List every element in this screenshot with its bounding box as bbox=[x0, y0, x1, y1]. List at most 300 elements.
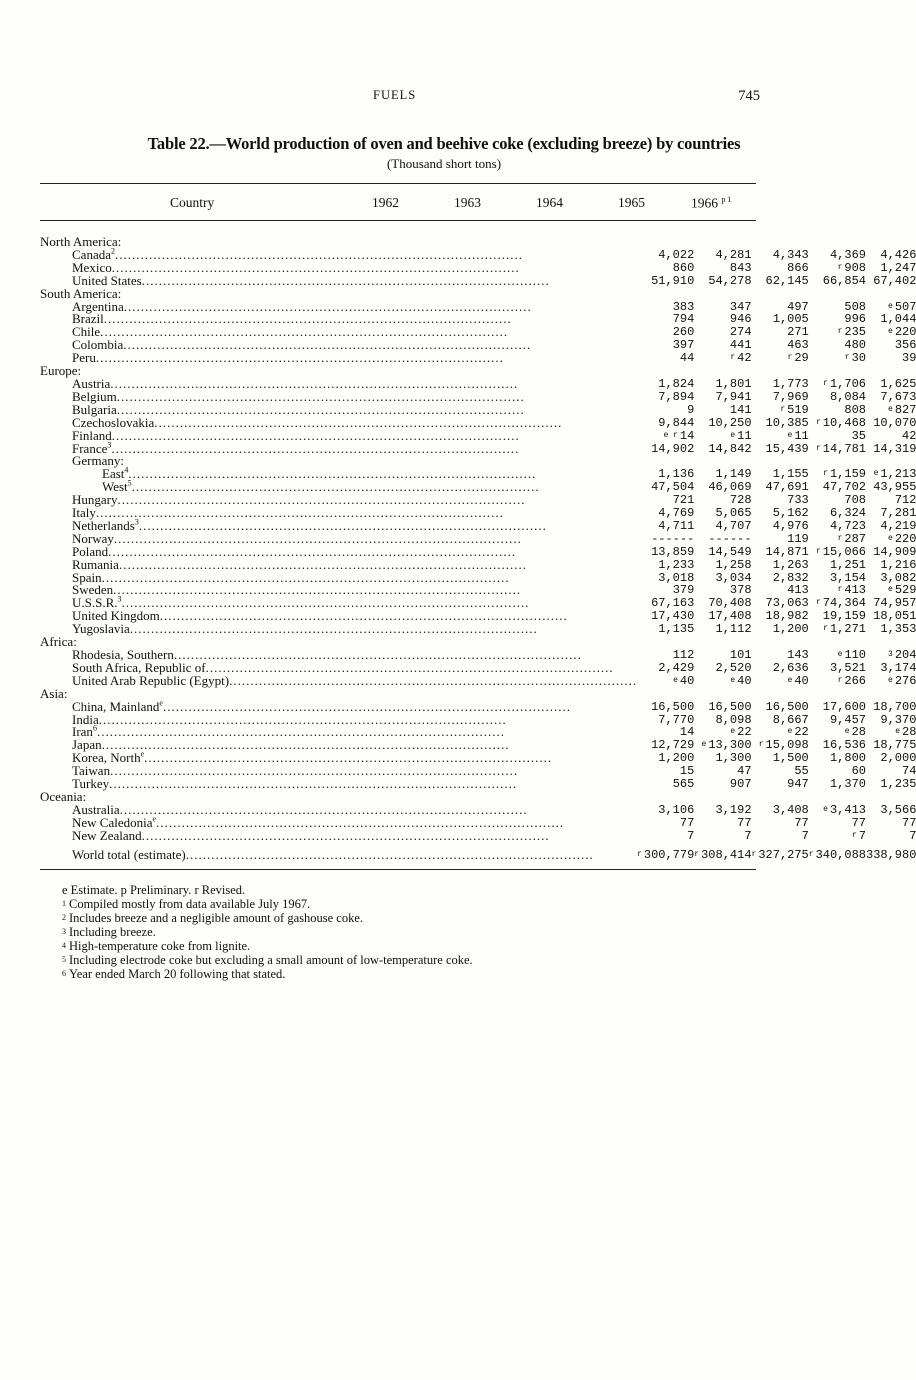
footnote-ref: 6 bbox=[92, 724, 97, 734]
cell-value: 1,149 bbox=[715, 467, 752, 482]
value-marker: r bbox=[844, 353, 850, 363]
cell-value: 112 bbox=[672, 648, 695, 662]
value-cell bbox=[694, 275, 751, 288]
value-marker: r bbox=[815, 546, 821, 556]
value-marker: e bbox=[888, 327, 893, 337]
cell-value: 74,364 bbox=[822, 596, 866, 611]
value-cell bbox=[694, 817, 751, 830]
cell-value: 7,969 bbox=[772, 389, 809, 404]
cell-value: 14,781 bbox=[822, 441, 866, 456]
value-marker: r bbox=[787, 353, 793, 363]
value-cell bbox=[694, 443, 751, 456]
country-name: Yugoslavia bbox=[72, 621, 130, 637]
value-cell bbox=[866, 623, 916, 636]
cell-value: 3,082 bbox=[880, 570, 916, 585]
value-marker: r bbox=[837, 585, 843, 595]
cell-value: 7,894 bbox=[658, 389, 695, 404]
value-marker: r bbox=[758, 740, 764, 750]
value-cell bbox=[752, 675, 809, 688]
header-country: Country bbox=[170, 195, 215, 210]
cell-value: 1,773 bbox=[772, 376, 809, 391]
value-marker: e bbox=[888, 585, 893, 595]
cell-value: 67,402 bbox=[873, 273, 916, 288]
value-marker: r bbox=[815, 443, 821, 453]
cell-value: 946 bbox=[729, 312, 752, 327]
cell-value: 40 bbox=[794, 673, 809, 688]
value-cell bbox=[809, 275, 866, 288]
value-marker: e r bbox=[663, 430, 678, 440]
cell-value: 14,909 bbox=[873, 544, 916, 559]
row-label bbox=[40, 778, 637, 791]
header-year-1966-marks: p 1 bbox=[721, 195, 732, 204]
cell-value: 507 bbox=[894, 299, 916, 314]
cell-value: 1,005 bbox=[772, 312, 809, 327]
value-marker: r bbox=[808, 849, 814, 859]
cell-value: 18,775 bbox=[873, 738, 916, 753]
value-cell bbox=[637, 623, 694, 636]
cell-value: 1,155 bbox=[772, 467, 809, 482]
footnote-ref: 3 bbox=[134, 517, 139, 527]
header-rule bbox=[40, 220, 756, 221]
cell-value: 14,842 bbox=[708, 441, 752, 456]
row-label bbox=[40, 827, 637, 843]
country-name: New Caledonia bbox=[72, 814, 153, 830]
cell-value: 74,957 bbox=[873, 596, 916, 611]
cell-value: 12,729 bbox=[651, 738, 695, 753]
value-cell bbox=[694, 623, 751, 636]
value-cell bbox=[637, 778, 694, 791]
cell-value: 17,408 bbox=[708, 609, 752, 624]
value-marker: e bbox=[888, 404, 893, 414]
cell-value: 10,468 bbox=[822, 415, 866, 430]
cell-value: 1,258 bbox=[715, 557, 752, 572]
cell-value: 14,319 bbox=[873, 441, 916, 456]
table-row bbox=[40, 675, 916, 688]
cell-value: 15 bbox=[679, 764, 695, 779]
value-cell bbox=[809, 817, 866, 830]
footnote bbox=[62, 897, 473, 911]
value-marker: r bbox=[780, 404, 786, 414]
country-name: Argentina bbox=[72, 298, 124, 314]
cell-value: 2,000 bbox=[880, 751, 916, 766]
cell-value: 1,706 bbox=[829, 376, 866, 391]
cell-value: 860 bbox=[672, 260, 695, 275]
country-name: Peru bbox=[72, 350, 96, 366]
cell-value: 4,723 bbox=[829, 518, 866, 533]
cell-value: 62,145 bbox=[765, 273, 809, 288]
country-name: Czechoslovakia bbox=[72, 414, 155, 430]
cell-value: 77 bbox=[902, 815, 916, 830]
cell-value: 16,500 bbox=[765, 699, 809, 714]
footnote-text: Including electrode coke but excluding a small amount of low-temperature coke. bbox=[69, 953, 473, 967]
cell-value: 565 bbox=[672, 777, 695, 792]
cell-value: 47,702 bbox=[822, 480, 866, 495]
value-marker: e bbox=[730, 675, 736, 685]
cell-value: 67,163 bbox=[651, 596, 695, 611]
cell-value: 3,018 bbox=[658, 570, 695, 585]
cell-value: 16,536 bbox=[822, 738, 866, 753]
footnote-text: Year ended March 20 following that stated. bbox=[69, 967, 286, 981]
value-cell bbox=[637, 443, 694, 456]
cell-value: 22 bbox=[737, 725, 752, 740]
cell-value: 14 bbox=[679, 725, 695, 740]
cell-value: 1,216 bbox=[880, 557, 916, 572]
cell-value: 5,162 bbox=[772, 506, 809, 521]
country-name: Africa: bbox=[40, 634, 77, 650]
cell-value: 3,174 bbox=[880, 660, 916, 675]
value-marker: e bbox=[873, 469, 879, 479]
cell-value: 15,439 bbox=[765, 441, 809, 456]
country-name: Oceania: bbox=[40, 788, 87, 804]
top-rule bbox=[40, 183, 756, 184]
cell-value: 44 bbox=[679, 351, 695, 366]
total-row bbox=[40, 843, 916, 863]
cell-value: 29 bbox=[794, 351, 809, 366]
cell-value: 519 bbox=[787, 402, 809, 417]
value-cell bbox=[637, 352, 694, 365]
value-marker: e bbox=[673, 675, 678, 685]
cell-value: 77 bbox=[679, 815, 695, 830]
cell-value: ------ bbox=[651, 531, 695, 546]
footnote bbox=[62, 925, 473, 939]
footnote-ref: 4 bbox=[124, 465, 129, 475]
cell-value: 3,192 bbox=[715, 802, 752, 817]
cell-value: 300,779 bbox=[643, 847, 695, 862]
cell-value: 9,457 bbox=[829, 712, 866, 727]
cell-value: 3,154 bbox=[829, 570, 866, 585]
value-marker: r bbox=[837, 533, 843, 543]
cell-value: 2,520 bbox=[715, 660, 752, 675]
cell-value: 66,854 bbox=[822, 273, 866, 288]
country-name: Colombia bbox=[72, 337, 124, 353]
value-cell bbox=[752, 352, 809, 365]
cell-value: 7 bbox=[744, 828, 752, 843]
country-name: United States bbox=[72, 272, 142, 288]
cell-value: 28 bbox=[902, 725, 916, 740]
country-name: Spain bbox=[72, 569, 102, 585]
header-year-1965: 1965 bbox=[618, 195, 645, 210]
cell-value: 60 bbox=[851, 764, 866, 779]
value-cell bbox=[694, 352, 751, 365]
cell-value: 47,691 bbox=[765, 480, 809, 495]
page-number: 745 bbox=[738, 88, 760, 104]
cell-value: 1,200 bbox=[658, 751, 695, 766]
cell-value: 347 bbox=[729, 299, 752, 314]
cell-value: 13,859 bbox=[651, 544, 695, 559]
value-cell bbox=[752, 830, 809, 843]
cell-value: 14,871 bbox=[765, 544, 809, 559]
cell-value: 1,159 bbox=[829, 467, 866, 482]
row-label bbox=[40, 272, 637, 288]
cell-value: 4,769 bbox=[658, 506, 695, 521]
footnote-ref: 5 bbox=[127, 478, 132, 488]
cell-value: 1,801 bbox=[715, 376, 752, 391]
country-name: France bbox=[72, 440, 108, 456]
cell-value: 356 bbox=[894, 338, 916, 353]
cell-value: 3,413 bbox=[829, 802, 866, 817]
row-label bbox=[40, 440, 637, 456]
value-marker: e bbox=[787, 675, 793, 685]
footnote-text: High-temperature coke from lignite. bbox=[69, 939, 251, 953]
value-marker: r bbox=[837, 262, 843, 272]
country-name: Norway bbox=[72, 530, 114, 546]
value-marker: e bbox=[888, 533, 893, 543]
country-name: Germany: bbox=[72, 453, 124, 469]
value-marker: e bbox=[823, 804, 828, 814]
value-marker: r bbox=[837, 675, 843, 685]
country-name: Asia: bbox=[40, 685, 68, 701]
table-row bbox=[40, 352, 916, 365]
cell-value: 3,106 bbox=[658, 802, 695, 817]
value-cell bbox=[637, 843, 694, 863]
cell-value: 19,159 bbox=[822, 609, 866, 624]
value-marker: 3 bbox=[888, 650, 893, 659]
cell-value: 2,636 bbox=[772, 660, 809, 675]
header-year-1966-text: 1966 bbox=[691, 195, 718, 211]
bottom-rule bbox=[40, 869, 756, 870]
cell-value: 4,281 bbox=[715, 247, 752, 262]
cell-value: 47,504 bbox=[651, 480, 695, 495]
cell-value: 13,300 bbox=[708, 738, 752, 753]
country-name: East bbox=[102, 466, 125, 482]
value-cell bbox=[637, 275, 694, 288]
cell-value: 708 bbox=[844, 493, 866, 508]
value-cell bbox=[637, 675, 694, 688]
footnote-text: Including breeze. bbox=[69, 925, 156, 939]
cell-value: 1,233 bbox=[658, 557, 695, 572]
cell-value: 274 bbox=[729, 325, 752, 340]
cell-value: 17,600 bbox=[822, 699, 866, 714]
cell-value: 119 bbox=[787, 531, 809, 546]
section-title: FUELS bbox=[373, 88, 417, 102]
cell-value: 14 bbox=[679, 428, 695, 443]
cell-value: 413 bbox=[787, 583, 809, 598]
table-row bbox=[40, 830, 916, 843]
cell-value: 3,034 bbox=[715, 570, 752, 585]
country-name: World total (estimate) bbox=[72, 846, 186, 862]
country-name: Europe: bbox=[40, 363, 82, 379]
cell-value: ------ bbox=[708, 531, 752, 546]
value-marker: e bbox=[787, 430, 793, 440]
cell-value: 9,370 bbox=[880, 712, 916, 727]
cell-value: 1,235 bbox=[880, 777, 916, 792]
cell-value: 15,066 bbox=[822, 544, 866, 559]
cell-value: 529 bbox=[894, 583, 916, 598]
country-name: West bbox=[102, 479, 128, 495]
value-marker: r bbox=[823, 469, 828, 479]
country-name: Iran bbox=[72, 724, 93, 740]
value-marker: r bbox=[730, 353, 736, 363]
dot-leader bbox=[142, 830, 550, 843]
cell-value: 827 bbox=[894, 402, 916, 417]
table-subtitle: (Thousand short tons) bbox=[386, 156, 502, 171]
cell-value: 4,022 bbox=[658, 247, 695, 262]
value-cell bbox=[637, 391, 694, 404]
cell-value: 7,941 bbox=[715, 389, 752, 404]
cell-value: 10,250 bbox=[708, 415, 752, 430]
cell-value: 74 bbox=[902, 764, 916, 779]
value-cell bbox=[694, 830, 751, 843]
footnote-mark: 3 bbox=[62, 927, 66, 936]
cell-value: 7,770 bbox=[658, 712, 695, 727]
value-cell bbox=[809, 675, 866, 688]
country-name: United Kingdom bbox=[72, 608, 160, 624]
cell-value: 42 bbox=[737, 351, 752, 366]
cell-value: 327,275 bbox=[758, 847, 809, 862]
cell-value: 1,800 bbox=[829, 751, 866, 766]
value-cell bbox=[809, 352, 866, 365]
cell-value: 235 bbox=[844, 325, 866, 340]
country-name: Korea, North bbox=[72, 750, 141, 766]
cell-value: 10,070 bbox=[873, 415, 916, 430]
cell-value: 7,673 bbox=[880, 389, 916, 404]
cell-value: 9 bbox=[687, 402, 695, 417]
cell-value: 40 bbox=[679, 673, 695, 688]
footnote bbox=[62, 884, 473, 897]
country-name: South America: bbox=[40, 285, 122, 301]
cell-value: 508 bbox=[844, 299, 866, 314]
country-name: South Africa, Republic of bbox=[72, 659, 206, 675]
cell-value: 47 bbox=[737, 764, 752, 779]
cell-value: 141 bbox=[729, 402, 752, 417]
value-cell bbox=[752, 275, 809, 288]
row-label bbox=[40, 843, 637, 863]
cell-value: 30 bbox=[851, 351, 866, 366]
cell-value: 22 bbox=[794, 725, 809, 740]
value-cell bbox=[866, 843, 916, 863]
country-name: Austria bbox=[72, 375, 111, 391]
footnote-ref: 3 bbox=[117, 595, 122, 605]
value-cell bbox=[637, 830, 694, 843]
cell-value: 1,136 bbox=[658, 467, 695, 482]
row-label bbox=[40, 623, 637, 636]
value-cell bbox=[866, 443, 916, 456]
value-cell bbox=[809, 843, 866, 863]
value-marker: r bbox=[837, 327, 843, 337]
header-year-1964: 1964 bbox=[536, 195, 563, 210]
cell-value: 220 bbox=[894, 325, 916, 340]
cell-value: 463 bbox=[787, 338, 809, 353]
value-cell bbox=[694, 843, 751, 863]
cell-value: 480 bbox=[844, 338, 866, 353]
cell-value: 18,700 bbox=[873, 699, 916, 714]
cell-value: 4,426 bbox=[880, 247, 916, 262]
cell-value: 1,370 bbox=[829, 777, 866, 792]
cell-value: 808 bbox=[844, 402, 866, 417]
cell-value: 7 bbox=[909, 828, 916, 843]
table-row bbox=[40, 443, 916, 456]
value-marker: e bbox=[837, 650, 843, 659]
dot-leader bbox=[109, 778, 517, 791]
running-head bbox=[0, 88, 888, 106]
dot-leader bbox=[96, 352, 504, 365]
footnote bbox=[62, 939, 473, 953]
cell-value: 46,069 bbox=[708, 480, 752, 495]
cell-value: 70,408 bbox=[708, 596, 752, 611]
cell-value: 2,832 bbox=[772, 570, 809, 585]
country-name: Finland bbox=[72, 427, 112, 443]
value-cell bbox=[866, 830, 916, 843]
cell-value: 14,549 bbox=[708, 544, 752, 559]
value-marker: e bbox=[701, 740, 707, 750]
dot-leader bbox=[111, 443, 519, 456]
cell-value: 11 bbox=[794, 428, 809, 443]
value-marker: r bbox=[751, 849, 757, 859]
country-name: Japan bbox=[72, 737, 102, 753]
cell-value: 260 bbox=[672, 325, 695, 340]
cell-value: 4,219 bbox=[880, 518, 916, 533]
country-name: Turkey bbox=[72, 776, 110, 792]
cell-value: 6,324 bbox=[829, 506, 866, 521]
value-cell bbox=[809, 623, 866, 636]
cell-value: 4,976 bbox=[772, 518, 809, 533]
cell-value: 77 bbox=[851, 815, 866, 830]
cell-value: 1,200 bbox=[772, 622, 809, 637]
value-cell bbox=[752, 843, 809, 863]
cell-value: 996 bbox=[844, 312, 866, 327]
country-name: North America: bbox=[40, 234, 122, 249]
value-cell bbox=[809, 778, 866, 791]
header-year-1966 bbox=[691, 195, 731, 212]
cell-value: 18,982 bbox=[765, 609, 809, 624]
value-marker: e bbox=[895, 727, 901, 737]
country-name: Belgium bbox=[72, 388, 117, 404]
coke-production-table bbox=[40, 236, 916, 863]
value-marker: r bbox=[823, 624, 828, 634]
cell-value: 340,088 bbox=[815, 847, 866, 862]
footnote-ref: e bbox=[152, 814, 157, 824]
cell-value: 7,281 bbox=[880, 506, 916, 521]
cell-value: 728 bbox=[729, 493, 752, 508]
cell-value: 77 bbox=[794, 815, 809, 830]
cell-value: 77 bbox=[737, 815, 752, 830]
table-body bbox=[40, 236, 916, 863]
footnote-mark: 1 bbox=[62, 899, 66, 908]
value-marker: r bbox=[823, 378, 828, 388]
country-name: China, Mainland bbox=[72, 698, 160, 714]
footnote-text: e Estimate. p Preliminary. r Revised. bbox=[62, 883, 246, 897]
cell-value: 397 bbox=[672, 338, 695, 353]
cell-value: 1,213 bbox=[880, 467, 916, 482]
cell-value: 287 bbox=[844, 531, 866, 546]
cell-value: 1,824 bbox=[658, 376, 695, 391]
cell-value: 712 bbox=[894, 493, 916, 508]
table-row bbox=[40, 623, 916, 636]
value-cell bbox=[752, 623, 809, 636]
cell-value: 40 bbox=[737, 673, 752, 688]
cell-value: 4,369 bbox=[829, 247, 866, 262]
cell-value: 7 bbox=[858, 828, 866, 843]
country-name: U.S.S.R. bbox=[72, 595, 118, 611]
footnote-ref: e bbox=[140, 749, 145, 759]
cell-value: 721 bbox=[672, 493, 695, 508]
value-marker: r bbox=[815, 417, 821, 427]
country-name: Mexico bbox=[72, 259, 112, 275]
dot-leader bbox=[229, 675, 637, 688]
cell-value: 1,251 bbox=[829, 557, 866, 572]
cell-value: 54,278 bbox=[708, 273, 752, 288]
cell-value: 73,063 bbox=[765, 596, 809, 611]
country-name: New Zealand bbox=[72, 827, 142, 843]
value-marker: e bbox=[787, 727, 793, 737]
cell-value: 7 bbox=[687, 828, 695, 843]
cell-value: 4,707 bbox=[715, 518, 752, 533]
cell-value: 908 bbox=[844, 260, 866, 275]
country-name: Taiwan bbox=[72, 763, 111, 779]
row-label bbox=[40, 352, 637, 365]
dot-leader bbox=[142, 275, 550, 288]
value-cell bbox=[694, 778, 751, 791]
